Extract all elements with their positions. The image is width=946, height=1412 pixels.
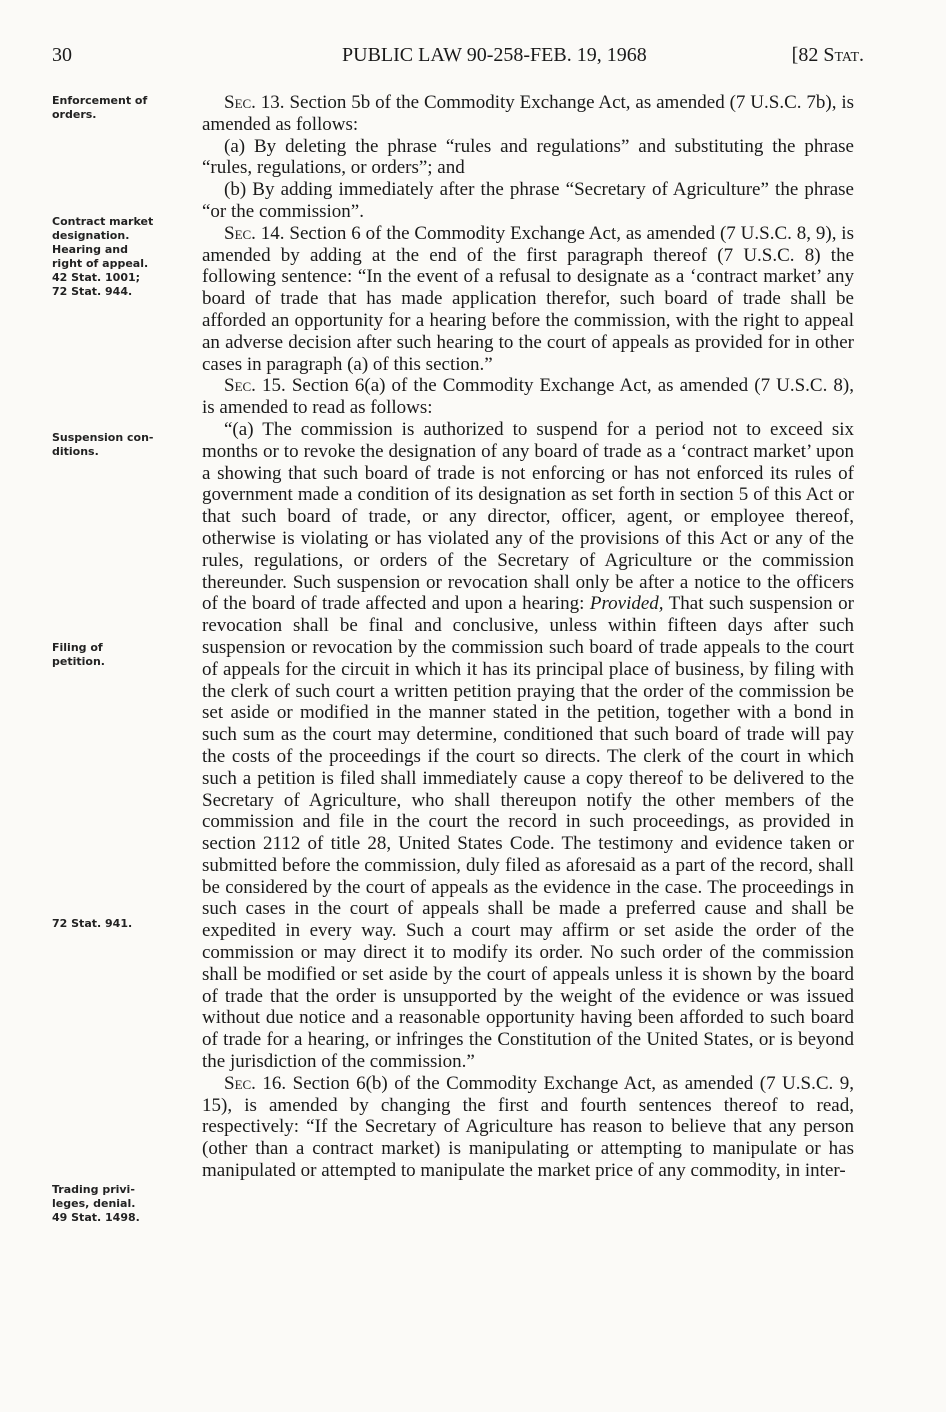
section-text: Section 6(a) of the Commodity Exchange Act, as amended (7 U.S.C. 8), is amended to read as follows: bbox=[202, 375, 854, 419]
section-label: Sec. 13. bbox=[224, 92, 285, 113]
section-label: Sec. 15. bbox=[224, 375, 286, 397]
margin-note-suspension bbox=[52, 431, 194, 459]
section-13-b: (b) By adding immediately after the phrase “Secretary of Agriculture” the phrase “or the commission”. bbox=[202, 179, 854, 222]
section-15 bbox=[202, 375, 854, 419]
margin-note-line: Filing of bbox=[52, 641, 103, 654]
page-number: 30 bbox=[52, 44, 72, 66]
section-14 bbox=[202, 223, 854, 376]
margin-note-enforcement bbox=[52, 94, 194, 122]
margin-note-line: Hearing and bbox=[52, 243, 128, 256]
margin-note-line: petition. bbox=[52, 655, 105, 668]
section-16 bbox=[202, 1073, 854, 1182]
section-text: Section 5b of the Commodity Exchange Act, as amended (7 U.S.C. 7b), is amended as follows: bbox=[202, 92, 854, 135]
running-title: PUBLIC LAW 90-258-FEB. 19, 1968 bbox=[342, 44, 647, 66]
section-text: “(a) The commission is authorized to suspend for a period not to exceed six months or to revoke the designation of any board of trade as a ‘contract market’ upon a showing that such board of trade is not enforcing or has not enforced its rules of government made a condition of its designation as set forth in section 5 of this Act or that such board of trade, or any director, officer, agent, or employee thereof, otherwise is violating or has violated any of the provisions of this Act or any of the rules, regulations, or orders of the Secretary of Agriculture or the commission thereunder. Such suspension or revocation shall only be after a notice to the officers of the board of trade affected and upon a hearing: bbox=[202, 418, 854, 615]
statute-reference: [82 Stat. bbox=[791, 44, 864, 66]
margin-note-line: designation. bbox=[52, 229, 130, 242]
section-label: Sec. 14. bbox=[224, 222, 285, 244]
section-13 bbox=[202, 92, 854, 136]
margin-note-line: 72 Stat. 941. bbox=[52, 917, 133, 930]
margin-note-line: Suspension con- bbox=[52, 431, 154, 444]
section-text: Section 6(b) of the Commodity Exchange Act, as amended (7 U.S.C. 9, 15), is amended by changing the first and fourth sentences thereof to read, respectively: “If the Secretary of Agriculture has reason to believe that any person (other than a contract market) is manipulating or attempting to manipulate or has manipulated or attempted to manipulate the market price of any commodity, in inter- bbox=[202, 1072, 854, 1182]
section-text: That such suspension or revocation shall be final and conclusive, unless within fifteen days after such suspension or revocation by the commission such board of trade appeals to the court of appeals for the circuit in which it has its principal place of business, by filing with the clerk of such court a written petition praying that the order of the commission be set aside or modified in the manner stated in the petition, together with a bond in such sum as the court may determine, conditioned that such board of trade will pay the costs of the proceedings if the court so directs. The clerk of the court in which such a petition is filed shall immediately cause a copy thereof to be delivered to the Secretary of Agriculture, who shall thereupon notify the other members of the commission and file in the court the record in such proceedings, as provided in section 2112 of title 28, United States Code. The testimony and evidence taken or submitted before the commission, duly filed as aforesaid as a part of the record, shall be considered by the court of appeals as the evidence in the case. The proceedings in such cases in the court of appeals shall be made a preferred cause and shall be expedited in every way. Such a court may affirm or set aside the order of the commission or may direct it to modify its order. No such order of the commission shall be modified or set aside by the court of appeals unless it is shown by the board of trade that the order is unsupported by the weight of the evidence or was issued without due notice and a reasonable opportunity having been afforded to such board of trade for a hearing, or infringes the Constitution of the United States, or is beyond the jurisdiction of the commission.” bbox=[202, 593, 854, 1073]
section-text: Section 6 of the Commodity Exchange Act, as amended (7 U.S.C. 8, 9), is amended by adding at the end of the first paragraph thereof (7 U.S.C. 8) the following sentence: “In the event of a refusal to designate as a ‘contract market’ any board of trade that has made application therefor, such board of trade shall be afforded an opportunity for a hearing before the commission, with the right to appeal an adverse decision after such hearing to the court of appeals as provided for in other cases in paragraph (a) of this section.” bbox=[202, 222, 854, 375]
margin-note-line: Contract market bbox=[52, 215, 154, 228]
margin-note-trading bbox=[52, 1183, 194, 1225]
page-header bbox=[52, 44, 864, 74]
provided-keyword: Provided, bbox=[589, 593, 664, 615]
margin-note-line: Enforcement of bbox=[52, 94, 148, 107]
body-text bbox=[202, 92, 854, 1182]
margin-note-line: 42 Stat. 1001; bbox=[52, 271, 141, 284]
margin-note-line: 72 Stat. 944. bbox=[52, 285, 133, 298]
section-label: Sec. 16. bbox=[224, 1072, 287, 1094]
section-15-a bbox=[202, 419, 854, 1073]
section-13-a: (a) By deleting the phrase “rules and regulations” and substituting the phrase “rules, regulations, or orders”; and bbox=[202, 135, 854, 179]
margin-note-line: right of appeal. bbox=[52, 257, 149, 270]
margin-note-line: orders. bbox=[52, 108, 97, 121]
margin-note-line: ditions. bbox=[52, 445, 99, 458]
margin-note-stat-941 bbox=[52, 917, 194, 931]
margin-note-line: leges, denial. bbox=[52, 1197, 136, 1210]
margin-note-filing bbox=[52, 641, 194, 669]
margin-note-line: Trading privi- bbox=[52, 1183, 135, 1196]
margin-note-line: 49 Stat. 1498. bbox=[52, 1211, 140, 1224]
margin-note-contract-market bbox=[52, 215, 194, 299]
